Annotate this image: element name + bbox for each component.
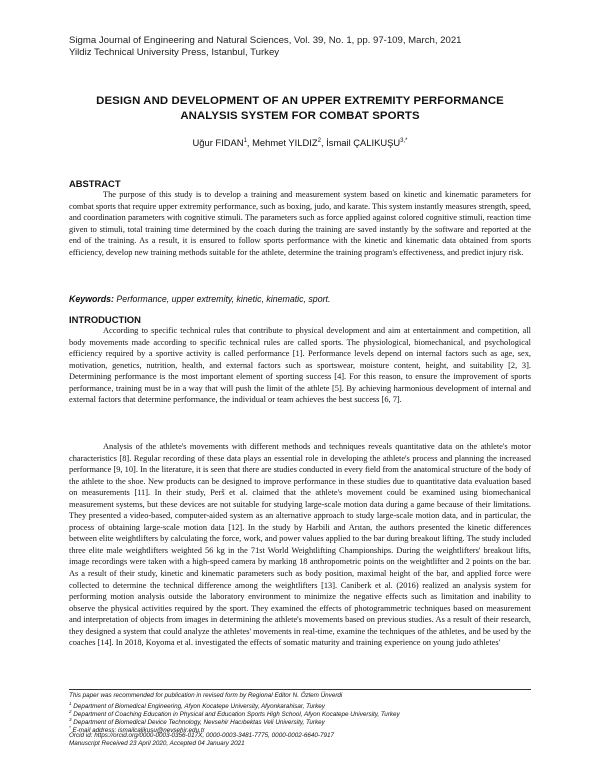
- footnote-orcid: Orcid id: https://orcid.org/0000-0003-0356-017X, 0000-0003-3481-7775, 0000-0002-6640-7917: [69, 732, 335, 739]
- paper-title-line-2: ANALYSIS SYSTEM FOR COMBAT SPORTS: [180, 110, 420, 122]
- author-1: Uğur FIDAN: [192, 137, 244, 148]
- footnote-affiliation-1-text: Department of Biomedical Engineering, Afyon Kocatepe University, Afyonkarahisar, Turkey: [71, 703, 325, 711]
- journal-line: Sigma Journal of Engineering and Natural Sciences, Vol. 39, No. 1, pp. 97-109, March, 2021: [69, 35, 462, 46]
- footnote-divider: [69, 689, 531, 690]
- author-2: Mehmet YILDIZ: [252, 137, 318, 148]
- author-2-affiliation: 2: [317, 137, 321, 144]
- paper-title-line-1: DESIGN AND DEVELOPMENT OF AN UPPER EXTREMITY PERFORMANCE: [96, 95, 504, 107]
- footnote-marker: 3: [69, 717, 72, 722]
- introduction-paragraph-2: Analysis of the athlete's movements with different methods and techniques reveals quantitative data on the athlete's motor characteristics [8]. Regular recording of these data plays an essential role in developing the athlete's process and planning the increased performance [9, 10]. In the literature, it is seen that there are studies conducted in every field from the anatomical structure of the body of the athlete to the shoe. New products can be designed to improve performance in these studies due to quantitative data evaluation based on measurements [11]. In their study, Perš et al. claimed that the athlete's movement could be examined using biomechanical measurement systems, but these devices are not suitable for studying large-scale motion data during a game because of their limitations. They presented a video-based, computer-aided system as an alternative approach to study large-scale motion data, and in particular, the process of obtaining large-scale motion data [12]. In the study by Harbili and Arıtan, the authors presented the kinetic differences between elite weightlifters by calculating the force, work, and power values applied to the bar during breakout lifting. The study included three elite male weightlifters weighted 56 kg in the 71st World Weightlifting Championships. During the weightlifters' breakout lifts, image recordings were taken with a high-speed camera by marking 18 anthropometric points on the weightlifter and 2 points on the bar. As a result of their study, kinetic and kinematic parameters such as body position, maximal height of the bar, and applied force were collected to determine the technical difference among the weightlifters [13]. Caniberk et al. (2016) realized an analysis system for performing motion analysis outside the laboratory environment to minimize the negative effects such as limitation and inability to observe the physical activities required by the sport. They examined the effects of photogrammetric techniques based on measurement and interpretation of objects from images in determining the athlete's movements based on previous studies. As a result of their research, they designed a system that could analyze the athletes' movements in real-time, examine the techniques of the athletes, and be used by the coaches [14]. In 2018, Koyoma et al. investigated the effects of somatic maturity and training experience on young judo athletes': [69, 442, 531, 648]
- footnote-affiliation-3-text: Department of Biomedical Device Technology, Nevsehir Hacıbektas Veli University, Turkey: [71, 719, 325, 727]
- footnote-recommendation: This paper was recommended for publication in revised form by Regional Editor N. Özlem Ünverdi: [69, 692, 343, 699]
- footnote-marker: 1: [69, 701, 72, 706]
- footnote-marker: 2: [69, 709, 72, 714]
- author-separator: ,: [246, 137, 253, 148]
- introduction-heading: INTRODUCTION: [69, 314, 141, 325]
- introduction-paragraph-1: According to specific technical rules that contribute to physical development and aim at entertainment and competition, all body movements made according to specific technical rules are called sports. The physiological, biomechanical, and psychological efficiency required by a sportive activity is called performance [1]. Performance levels depend on internal factors such as age, sex, motivation, genetics, nutrition, health, and external factors such as sportswear, moisture content, height, and suitability [2, 3]. Determining performance is the most important element of sporting success [4]. For this reason, to ensure the improvement of sports performance, training must be in a way that will push the limit of the athlete [5]. By achieving harmonious development of internal and external factors that determine performance, the individual or team achieves the best success [6, 7].: [69, 326, 531, 405]
- keywords-label: Keywords:: [69, 294, 114, 304]
- publisher-line: Yildiz Technical University Press, Istanbul, Turkey: [69, 47, 280, 58]
- abstract-heading: ABSTRACT: [69, 178, 121, 189]
- author-3-affiliation: 3,*: [400, 137, 408, 144]
- author-1-affiliation: 1: [243, 137, 247, 144]
- author-list: [60, 137, 540, 148]
- author-separator: ,: [320, 137, 327, 148]
- abstract-text: The purpose of this study is to develop a training and measurement system based on kinetic and kinematic parameters for combat sports that require upper extremity performance, such as boxing, judo, and karate. This system instantly measures strength, speed, and coordination parameters with cognitive stimuli. The parameters such as force applied against colored cognitive stimuli, reaction time given to stimuli, total training time determined by the coach during the training are saved instantly by the software and reported at the end of the training. As a result, it is ensured to follow sports performance with the kinetic and kinematic data obtained from sports efficiency, develop new training methods suitable for the athlete, determine the training program's effectiveness, and predict injury risk.: [69, 190, 531, 257]
- keywords-text: Performance, upper extremity, kinetic, kinematic, sport.: [113, 294, 331, 304]
- footnote-affiliation-2-text: Department of Coaching Education in Physical and Education Sports High School, Afyon Kocatepe University, Turkey: [71, 711, 400, 719]
- footnote-email-text: E-mail address: ismailcalikusu@nevsehir.edu.tr: [70, 727, 205, 735]
- footnote-marker: *: [69, 725, 71, 730]
- footnote-manuscript-dates: Manuscript Received 23 April 2020, Accepted 04 January 2021: [69, 740, 245, 747]
- author-3: İsmail ÇALIKUŞU: [326, 137, 401, 148]
- keywords: [69, 294, 330, 304]
